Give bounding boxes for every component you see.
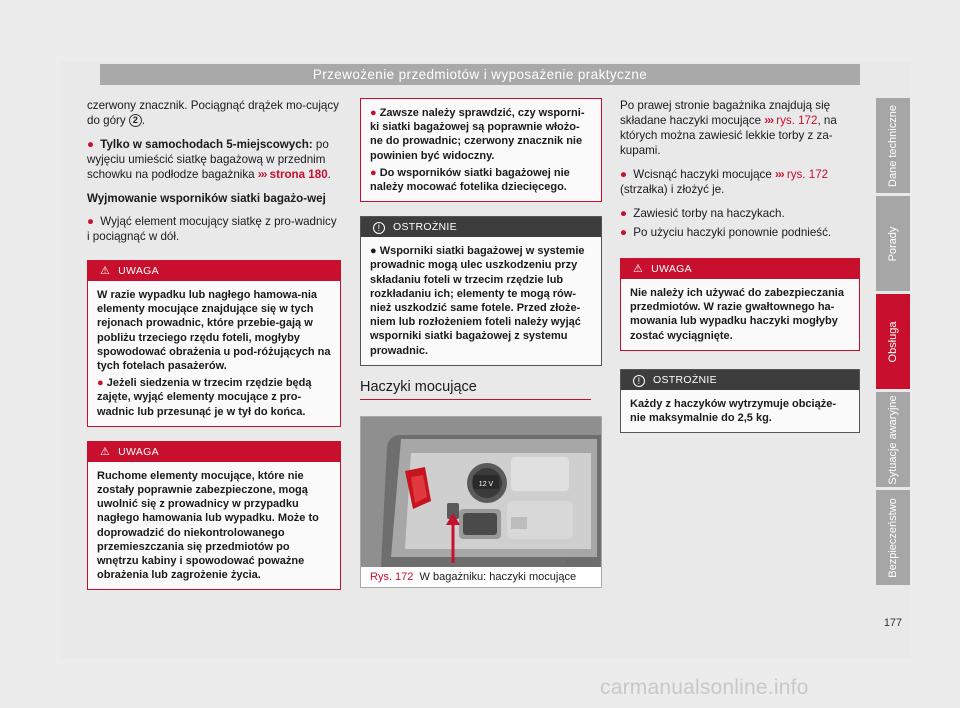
bullet-icon: ● — [87, 138, 95, 151]
tab-sytuacje-awaryjne[interactable]: Sytuacje awaryjne — [876, 392, 910, 487]
warning-header: ⚠ UWAGA — [88, 261, 340, 281]
warning-body: Ruchome elementy mocujące, które nie zostały poprawnie zabezpieczone, mogą uwolnić się z prowadnicy w przypadku nagłego hamowania lub wypadku. Może to doprowadzić do niekontrolowanego przemieszczania się przedmiotów po wnętrzu kabiny i spowodować poważne obrażenia lub zagrożenie życia. — [97, 469, 319, 582]
bullet-item: ● Zawsze należy sprawdzić, czy wsporni-ki siatki bagażowej są poprawnie włożo-ne do prowadnic; czerwony znacznik nie powinien być widoczny. — [370, 107, 585, 162]
bullet-icon: ● — [370, 166, 380, 179]
subheading: Wyjmowanie wsporników siatki bagażo-wej — [87, 192, 326, 205]
bullet-icon: ● — [620, 226, 628, 239]
bullet-item: ● Wsporniki siatki bagażowej w systemie prowadnic mogą ulec uszkodzeniu przy składaniu foteli w trzecim rzędzie lub rozkładaniu ich; elementy te mogą rów-nież uszkodzić same fotele. Przed złoże-niem lub rozłożeniem foteli należy wyjąć wsporniki siatki bagażowej z systemu prowadnic. — [370, 245, 585, 357]
reference-arrow-icon: ››› — [775, 168, 784, 181]
tab-bezpieczenstwo[interactable]: Bezpieczeństwo — [876, 490, 910, 585]
reference-arrow-icon: ››› — [257, 168, 267, 181]
bullet-item: ● Po użyciu haczyki ponownie podnieść. — [620, 226, 832, 239]
caution-header: ! OSTROŻNIE — [361, 217, 601, 237]
trunk-hooks-illustration — [361, 417, 601, 567]
info-icon: ! — [373, 222, 385, 234]
paragraph: Po prawej stronie bagażnika znajdują się składane haczyki mocujące ››› rys. 172, na których można zawiesić lekkie torby z za-kupami. — [620, 99, 837, 157]
bullet-item: ● Wyjąć element mocujący siatkę z pro-wadnicy i pociągnąć w dół. — [87, 215, 337, 243]
tab-obsluga[interactable]: Obsługa — [876, 294, 910, 389]
figure-number: Rys. 172 — [370, 570, 414, 583]
bullet-icon: ● — [620, 168, 628, 181]
tab-porady[interactable]: Porady — [876, 196, 910, 291]
column-right — [620, 98, 860, 447]
warning-header: ⚠ UWAGA — [88, 442, 340, 462]
figure-reference-link[interactable]: rys. 172 — [776, 114, 818, 127]
figure-trunk-hooks — [360, 416, 602, 588]
page-header: Przewożenie przedmiotów i wyposażenie praktyczne — [100, 64, 860, 85]
warning-triangle-icon: ⚠ — [100, 265, 111, 277]
figure-caption: Rys. 172 W bagażniku: haczyki mocujące — [370, 570, 577, 583]
warning-header: ⚠ UWAGA — [621, 259, 859, 279]
reference-arrow-icon: ››› — [764, 114, 773, 127]
bullet-item: ● Jeżeli siedzenia w trzecim rzędzie będą zajęte, wyjąć elementy mocujące z pro-wadnic lub przesunąć je w tył do końca. — [97, 377, 312, 418]
watermark: carmanualsonline.info — [600, 676, 809, 699]
caution-body — [361, 237, 601, 365]
bullet-icon: ● — [97, 377, 107, 390]
bullet-icon: ● — [370, 245, 380, 258]
callout-number: 2 — [129, 114, 142, 127]
socket-label: 12 V — [478, 480, 494, 488]
warning-box-continued — [360, 98, 602, 202]
bullet-item: ● Do wsporników siatki bagażowej nie należy mocować fotelika dziecięcego. — [370, 166, 570, 194]
paragraph: czerwony znacznik. Pociągnąć drążek mo-cujący do góry 2 . — [87, 99, 339, 127]
figure-reference-link[interactable]: rys. 172 — [786, 168, 829, 181]
bullet-item: ● Wcisnąć haczyki mocujące ››› rys. 172 (strzałka) i złożyć je. — [620, 168, 829, 196]
caution-body: Każdy z haczyków wytrzymuje obciąże-nie maksymalnie do 2,5 kg. — [630, 397, 837, 425]
caution-box — [620, 369, 860, 433]
bullet-icon: ● — [370, 107, 380, 119]
column-middle — [360, 98, 602, 588]
page-number: 177 — [883, 617, 903, 629]
warning-triangle-icon: ⚠ — [633, 263, 644, 275]
warning-body: W razie wypadku lub nagłego hamowa-nia elementy mocujące znajdujące się w tych rejonach prowadnic, które przebie-gają w pobliżu trzeciego rzędu foteli, mogłyby spowodować obrażenia u pod-różujących na tych fotelach pasażerów. ● Jeżeli siedzenia w trzecim rzędzie będą zajęte, wyjąć elementy mocujące z pro-wadnic lub przesunąć je w tył do końca. — [97, 289, 331, 418]
warning-triangle-icon: ⚠ — [100, 445, 111, 458]
warning-body: Nie należy ich używać do zabezpieczania przedmiotów. W razie gwałtownego ha-mowania lub wypadku haczyki mogłyby zostać wyciągnięte. — [630, 287, 844, 342]
page-reference-link[interactable]: strona 180 — [269, 168, 328, 181]
caution-header: ! OSTROŻNIE — [621, 370, 859, 390]
warning-body — [361, 99, 601, 201]
warning-box — [620, 258, 860, 351]
bullet-icon: ● — [620, 207, 628, 220]
tab-dane-techniczne[interactable]: Dane techniczne — [876, 98, 910, 193]
caution-box — [360, 216, 602, 366]
warning-box — [87, 260, 341, 427]
bullet-item: ● Zawiesić torby na haczykach. — [620, 207, 785, 220]
bullet-item: ● Tylko w samochodach 5-miejscowych: po wyjęciu umieścić siatkę bagażową w przednim schowku na podłodze bagażnika ››› strona 180. — [87, 138, 331, 181]
figure-code: B7V-0715 — [566, 559, 593, 566]
warning-box — [87, 441, 341, 591]
column-left — [87, 98, 341, 604]
section-title: Haczyki mocujące — [360, 380, 591, 400]
info-icon: ! — [633, 375, 645, 387]
chapter-tabs — [876, 98, 910, 588]
bullet-icon: ● — [87, 215, 95, 228]
